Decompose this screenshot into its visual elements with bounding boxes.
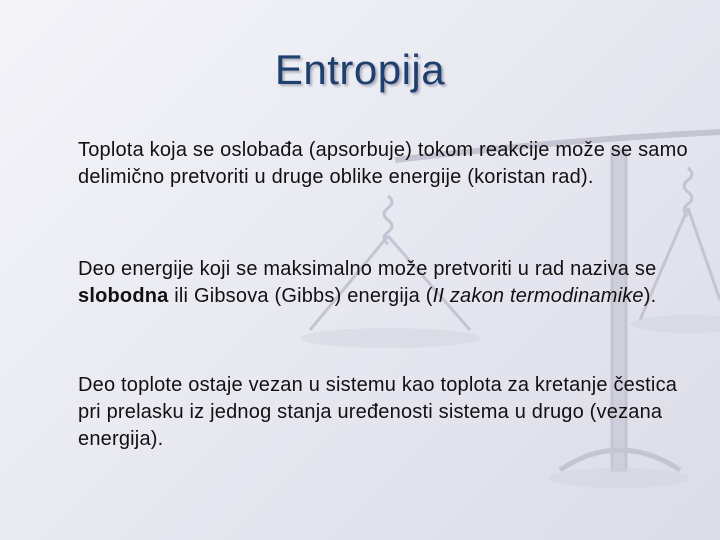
paragraph-free-energy [78,256,698,310]
paragraph-free-energy-text1: Deo energije koji se maksimalno može pretvoriti u rad naziva se [78,258,657,280]
paragraph-heat-release: Toplota koja se oslobađa (apsorbuje) tokom reakcije može se samo delimično pretvoriti u druge oblike energije (koristan rad). [78,139,688,188]
paragraph-bound-energy: Deo toplote ostaje vezan u sistemu kao toplota za kretanje čestica pri prelasku iz jednog stanja uređenosti sistema u drugo (vezana energija). [78,374,678,450]
slide-title: Entropija [274,46,446,93]
term-slobodna: slobodna [78,285,169,307]
paragraph-free-energy-text3: ). [643,285,657,307]
paragraph-free-energy-text2: ili Gibsova (Gibbs) energija ( [168,285,433,307]
term-second-law: II zakon termodinamike [432,285,644,307]
